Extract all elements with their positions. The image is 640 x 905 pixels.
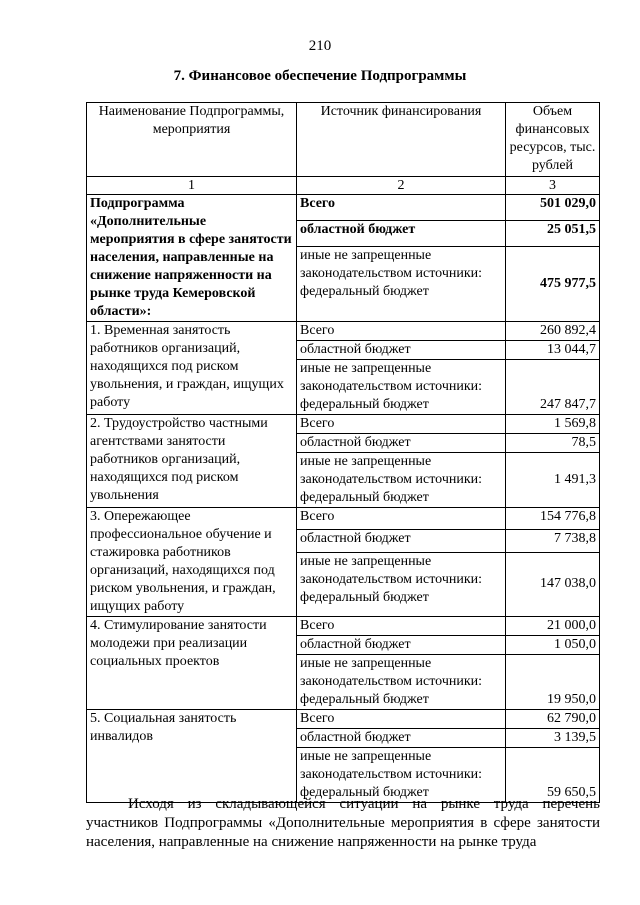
table-row	[87, 322, 600, 341]
funding-amount: 475 977,5	[506, 246, 600, 321]
measure-name: 2. Трудоустройство частными агентствами занятости работников организаций, находящихся под риском увольнения	[87, 415, 297, 508]
table-group	[87, 322, 600, 415]
funding-source: иные не запрещенные законодательством источники: федеральный бюджет	[297, 655, 506, 710]
table-group	[87, 508, 600, 617]
table-row	[87, 617, 600, 636]
body-paragraph-text: Исходя из складывающейся ситуации на рынке труда перечень участников Подпрограммы «Дополнительные мероприятия в сфере занятости населения, направленные на снижение напряженности на рынке труда	[86, 796, 600, 850]
funding-amount: 3 139,5	[506, 729, 600, 748]
measure-name: 3. Опережающее профессиональное обучение и стажировка работников организаций, находящихся под риском увольнения, и граждан, ищущих работу	[87, 508, 297, 617]
program-name: Подпрограмма «Дополнительные мероприятия в сфере занятости населения, направленные на снижение напряженности на рынке труда Кемеровской области»:	[87, 195, 297, 322]
funding-source: иные не запрещенные законодательством источники: федеральный бюджет	[297, 453, 506, 508]
financing-table	[86, 102, 600, 803]
funding-source: Всего	[297, 710, 506, 729]
column-number-row	[87, 177, 600, 195]
measure-name: 1. Временная занятость работников организаций, находящихся под риском увольнения, и граждан, ищущих работу	[87, 322, 297, 415]
table-header-row	[87, 103, 600, 177]
funding-amount: 1 569,8	[506, 415, 600, 434]
funding-source: областной бюджет	[297, 636, 506, 655]
column-number: 1	[87, 177, 297, 195]
funding-source: иные не запрещенные законодательством источники: федеральный бюджет	[297, 748, 506, 803]
funding-source: областной бюджет	[297, 341, 506, 360]
funding-amount: 25 051,5	[506, 220, 600, 246]
funding-source: областной бюджет	[297, 530, 506, 552]
funding-source: Всего	[297, 322, 506, 341]
funding-amount: 147 038,0	[506, 552, 600, 616]
funding-source: иные не запрещенные законодательством источники: федеральный бюджет	[297, 552, 506, 616]
funding-source: областной бюджет	[297, 434, 506, 453]
funding-amount: 21 000,0	[506, 617, 600, 636]
page-number: 210	[308, 38, 332, 54]
funding-amount: 7 738,8	[506, 530, 600, 552]
funding-amount: 247 847,7	[506, 360, 600, 415]
funding-amount: 501 029,0	[506, 195, 600, 221]
funding-amount: 13 044,7	[506, 341, 600, 360]
funding-amount: 78,5	[506, 434, 600, 453]
table-row	[87, 415, 600, 434]
header-name: Наименование Подпрограммы, мероприятия	[87, 103, 297, 177]
column-number: 2	[297, 177, 506, 195]
funding-source: Всего	[297, 508, 506, 530]
body-paragraph	[86, 795, 600, 852]
funding-source-text: иные не запрещенные законодательством источники: федеральный бюджет	[300, 247, 483, 299]
section-title: 7. Финансовое обеспечение Подпрограммы	[173, 68, 467, 84]
table-row	[87, 508, 600, 530]
funding-amount: 260 892,4	[506, 322, 600, 341]
funding-amount: 1 050,0	[506, 636, 600, 655]
table-row	[87, 195, 600, 221]
header-amount: Объем финансовых ресурсов, тыс. рублей	[506, 103, 600, 177]
table-group	[87, 195, 600, 322]
measure-name: 4. Стимулирование занятости молодежи при реализации социальных проектов	[87, 617, 297, 710]
funding-source: областной бюджет	[297, 729, 506, 748]
header-source: Источник финансирования	[297, 103, 506, 177]
funding-source: Всего	[297, 617, 506, 636]
funding-source: Всего	[297, 415, 506, 434]
funding-amount: 19 950,0	[506, 655, 600, 710]
table-group	[87, 415, 600, 508]
funding-source	[297, 246, 506, 321]
measure-name: 5. Социальная занятость инвалидов	[87, 710, 297, 803]
column-number: 3	[506, 177, 600, 195]
funding-source: областной бюджет	[297, 220, 506, 246]
funding-source: Всего	[297, 195, 506, 221]
funding-amount: 1 491,3	[506, 453, 600, 508]
table-group	[87, 710, 600, 803]
table-group	[87, 617, 600, 710]
funding-source: иные не запрещенные законодательством источники: федеральный бюджет	[297, 360, 506, 415]
funding-amount: 59 650,5	[506, 748, 600, 803]
funding-amount: 154 776,8	[506, 508, 600, 530]
table-row	[87, 710, 600, 729]
funding-amount: 62 790,0	[506, 710, 600, 729]
